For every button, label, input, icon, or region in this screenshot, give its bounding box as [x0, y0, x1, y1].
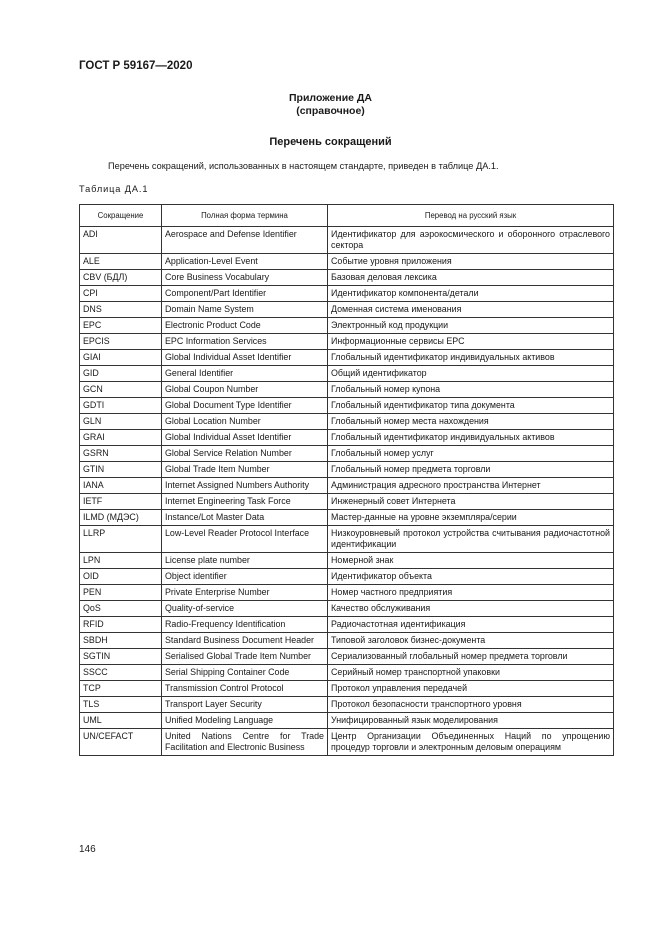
intro-paragraph: Перечень сокращений, использованных в настоящем стандарте, приведен в таблице ДА.1.	[108, 161, 499, 171]
cell-translation: Радиочастотная идентификация	[328, 617, 614, 633]
cell-abbreviation: LLRP	[80, 526, 162, 553]
cell-abbreviation: GRAI	[80, 430, 162, 446]
cell-translation: Администрация адресного пространства Интернет	[328, 478, 614, 494]
column-header-abbreviation: Сокращение	[80, 205, 162, 227]
annex-type: (справочное)	[296, 105, 365, 117]
cell-full-form: Transport Layer Security	[162, 697, 328, 713]
cell-abbreviation: SSCC	[80, 665, 162, 681]
cell-translation: Электронный код продукции	[328, 318, 614, 334]
table-row	[80, 414, 614, 430]
cell-abbreviation: GCN	[80, 382, 162, 398]
cell-full-form: United Nations Centre for Trade Facilitation and Electronic Business	[162, 729, 328, 756]
annex-title-block	[0, 92, 661, 118]
cell-translation: Сериализованный глобальный номер предмета торговли	[328, 649, 614, 665]
cell-full-form: Global Document Type Identifier	[162, 398, 328, 414]
table-row	[80, 446, 614, 462]
cell-full-form: Transmission Control Protocol	[162, 681, 328, 697]
cell-full-form: Object identifier	[162, 569, 328, 585]
cell-abbreviation: SBDH	[80, 633, 162, 649]
table-row	[80, 713, 614, 729]
cell-abbreviation: GIAI	[80, 350, 162, 366]
cell-translation: Номерной знак	[328, 553, 614, 569]
table-row	[80, 430, 614, 446]
cell-translation: Унифицированный язык моделирования	[328, 713, 614, 729]
cell-translation: Центр Организации Объединенных Наций по упрощению процедур торговли и электронным деловым операциям	[328, 729, 614, 756]
cell-translation: Низкоуровневый протокол устройства считывания радиочастотной идентификации	[328, 526, 614, 553]
column-header-translation: Перевод на русский язык	[328, 205, 614, 227]
table-caption: Таблица ДА.1	[79, 184, 149, 194]
table-row	[80, 665, 614, 681]
cell-full-form: Aerospace and Defense Identifier	[162, 227, 328, 254]
table-row	[80, 398, 614, 414]
cell-full-form: Unified Modeling Language	[162, 713, 328, 729]
table-body	[80, 227, 614, 756]
table-row	[80, 318, 614, 334]
table-row	[80, 585, 614, 601]
cell-full-form: Core Business Vocabulary	[162, 270, 328, 286]
cell-translation: Событие уровня приложения	[328, 254, 614, 270]
document-code: ГОСТ Р 59167—2020	[79, 60, 193, 72]
table-row	[80, 478, 614, 494]
cell-abbreviation: SGTIN	[80, 649, 162, 665]
table-row	[80, 649, 614, 665]
cell-full-form: Internet Engineering Task Force	[162, 494, 328, 510]
cell-full-form: Serial Shipping Container Code	[162, 665, 328, 681]
table-row	[80, 350, 614, 366]
table-row	[80, 510, 614, 526]
annex-title: Приложение ДА	[289, 92, 372, 104]
cell-full-form: Electronic Product Code	[162, 318, 328, 334]
cell-translation: Идентификатор для аэрокосмического и оборонного отраслевого сектора	[328, 227, 614, 254]
cell-full-form: Radio-Frequency Identification	[162, 617, 328, 633]
cell-abbreviation: ILMD (МДЭС)	[80, 510, 162, 526]
cell-translation: Глобальный идентификатор типа документа	[328, 398, 614, 414]
cell-full-form: Application-Level Event	[162, 254, 328, 270]
table-row	[80, 227, 614, 254]
cell-translation: Протокол управления передачей	[328, 681, 614, 697]
cell-abbreviation: ALE	[80, 254, 162, 270]
cell-translation: Идентификатор компонента/детали	[328, 286, 614, 302]
table-row	[80, 334, 614, 350]
cell-abbreviation: ADI	[80, 227, 162, 254]
cell-abbreviation: IETF	[80, 494, 162, 510]
table-row	[80, 553, 614, 569]
cell-full-form: Global Location Number	[162, 414, 328, 430]
table-row	[80, 366, 614, 382]
cell-abbreviation: PEN	[80, 585, 162, 601]
cell-translation: Общий идентификатор	[328, 366, 614, 382]
cell-abbreviation: UML	[80, 713, 162, 729]
cell-full-form: Low-Level Reader Protocol Interface	[162, 526, 328, 553]
cell-abbreviation: TCP	[80, 681, 162, 697]
cell-full-form: Global Individual Asset Identifier	[162, 430, 328, 446]
cell-translation: Доменная система именования	[328, 302, 614, 318]
cell-translation: Информационные сервисы EPC	[328, 334, 614, 350]
cell-abbreviation: GID	[80, 366, 162, 382]
cell-abbreviation: UN/CEFACT	[80, 729, 162, 756]
cell-full-form: Standard Business Document Header	[162, 633, 328, 649]
table-row	[80, 270, 614, 286]
abbreviations-table	[79, 204, 614, 756]
cell-full-form: Instance/Lot Master Data	[162, 510, 328, 526]
cell-abbreviation: LPN	[80, 553, 162, 569]
cell-full-form: Component/Part Identifier	[162, 286, 328, 302]
cell-full-form: EPC Information Services	[162, 334, 328, 350]
cell-full-form: Internet Assigned Numbers Authority	[162, 478, 328, 494]
cell-abbreviation: GSRN	[80, 446, 162, 462]
cell-abbreviation: QoS	[80, 601, 162, 617]
cell-full-form: Global Individual Asset Identifier	[162, 350, 328, 366]
cell-abbreviation: EPC	[80, 318, 162, 334]
table-row	[80, 526, 614, 553]
cell-translation: Качество обслуживания	[328, 601, 614, 617]
cell-abbreviation: RFID	[80, 617, 162, 633]
table-row	[80, 494, 614, 510]
cell-full-form: General Identifier	[162, 366, 328, 382]
cell-translation: Базовая деловая лексика	[328, 270, 614, 286]
cell-translation: Глобальный номер услуг	[328, 446, 614, 462]
cell-full-form: Quality-of-service	[162, 601, 328, 617]
column-header-full-form: Полная форма термина	[162, 205, 328, 227]
table-row	[80, 254, 614, 270]
section-heading: Перечень сокращений	[269, 136, 392, 148]
cell-full-form: Global Service Relation Number	[162, 446, 328, 462]
cell-translation: Серийный номер транспортной упаковки	[328, 665, 614, 681]
cell-abbreviation: EPCIS	[80, 334, 162, 350]
table-row	[80, 601, 614, 617]
table-row	[80, 633, 614, 649]
cell-abbreviation: TLS	[80, 697, 162, 713]
cell-full-form: License plate number	[162, 553, 328, 569]
cell-translation: Инженерный совет Интернета	[328, 494, 614, 510]
table-row	[80, 462, 614, 478]
table-row	[80, 697, 614, 713]
cell-abbreviation: DNS	[80, 302, 162, 318]
cell-translation: Глобальный идентификатор индивидуальных активов	[328, 350, 614, 366]
table-row	[80, 729, 614, 756]
cell-full-form: Global Coupon Number	[162, 382, 328, 398]
cell-abbreviation: GDTI	[80, 398, 162, 414]
cell-translation: Глобальный номер купона	[328, 382, 614, 398]
table-row	[80, 302, 614, 318]
cell-abbreviation: OID	[80, 569, 162, 585]
page-number: 146	[79, 844, 96, 855]
table-row	[80, 286, 614, 302]
cell-abbreviation: GLN	[80, 414, 162, 430]
cell-translation: Протокол безопасности транспортного уровня	[328, 697, 614, 713]
table-row	[80, 569, 614, 585]
table-row	[80, 382, 614, 398]
cell-translation: Глобальный идентификатор индивидуальных активов	[328, 430, 614, 446]
cell-translation: Глобальный номер места нахождения	[328, 414, 614, 430]
cell-full-form: Private Enterprise Number	[162, 585, 328, 601]
table-header-row	[80, 205, 614, 227]
cell-abbreviation: CPI	[80, 286, 162, 302]
cell-full-form: Serialised Global Trade Item Number	[162, 649, 328, 665]
cell-abbreviation: GTIN	[80, 462, 162, 478]
cell-translation: Мастер-данные на уровне экземпляра/серии	[328, 510, 614, 526]
cell-abbreviation: CBV (БДЛ)	[80, 270, 162, 286]
cell-full-form: Global Trade Item Number	[162, 462, 328, 478]
cell-translation: Номер частного предприятия	[328, 585, 614, 601]
table-row	[80, 617, 614, 633]
cell-abbreviation: IANA	[80, 478, 162, 494]
cell-translation: Типовой заголовок бизнес-документа	[328, 633, 614, 649]
cell-translation: Идентификатор объекта	[328, 569, 614, 585]
cell-full-form: Domain Name System	[162, 302, 328, 318]
cell-translation: Глобальный номер предмета торговли	[328, 462, 614, 478]
table-row	[80, 681, 614, 697]
